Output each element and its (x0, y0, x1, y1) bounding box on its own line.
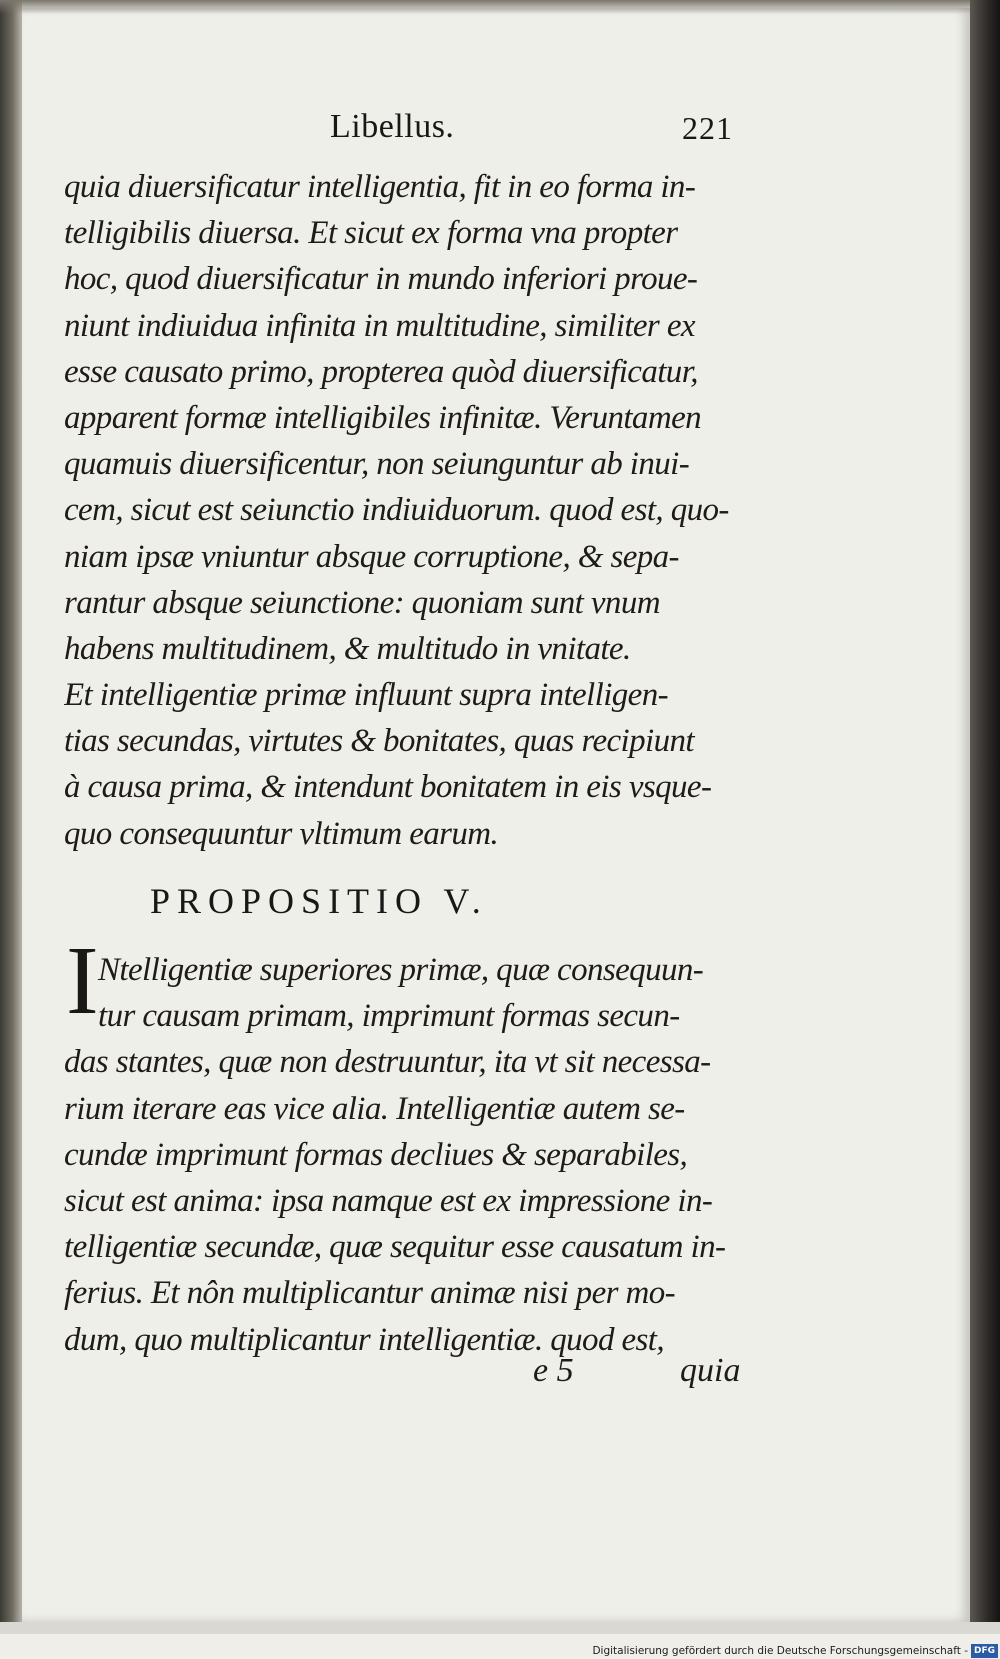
book-spine-edge (0, 0, 22, 1625)
text-line: Ntelligentiæ superiores primæ, quæ consequun- (98, 952, 704, 988)
text-line: cundæ imprimunt formas decliues & separabiles, (64, 1136, 688, 1173)
dfg-logo[interactable]: DFG (971, 1644, 998, 1658)
text-line: telligibilis diuersa. Et sicut ex forma vna propter (64, 215, 678, 252)
text-line: rium iterare eas vice alia. Intelligentiæ autem se- (64, 1090, 685, 1127)
text-line: rantur absque seiunctione: quoniam sunt vnum (64, 584, 660, 621)
text-line: niam ipsæ vniuntur absque corruptione, & sepa- (64, 538, 679, 575)
text-line: Et intelligentiæ primæ influunt supra intelligen- (64, 677, 668, 714)
body-text (64, 164, 744, 857)
text-line: hoc, quod diuersificatur in mundo inferiori proue- (64, 261, 698, 298)
running-head: Libellus. (330, 108, 455, 145)
text-line: dum, quo multiplicantur intelligentiæ. quod est, (64, 1321, 665, 1358)
section-heading: PROPOSITIO V. (150, 881, 488, 921)
footer-text: Digitalisierung gefördert durch die Deutsche Forschungsgemeinschaft - (592, 1645, 968, 1657)
text-line: à causa prima, & intendunt bonitatem in eis vsque- (64, 769, 712, 806)
page-number: 221 (682, 110, 733, 146)
text-line: tias secundas, virtutes & bonitates, quas recipiunt (64, 723, 694, 760)
signature-mark: e 5 (533, 1352, 574, 1389)
text-line: telligentiæ secundæ, quæ sequitur esse causatum in- (64, 1229, 726, 1266)
digitization-footer (592, 1643, 998, 1659)
catchword: quia (680, 1352, 741, 1389)
text-line: niunt indiuidua infinita in multitudine, similiter ex (64, 307, 695, 344)
section-text (64, 947, 744, 1363)
text-line: apparent formæ intelligibiles infinitæ. Veruntamen (64, 399, 702, 436)
page-bottom-band (0, 1622, 1000, 1634)
page-right-gutter (970, 0, 1000, 1625)
text-line: das stantes, quæ non destruuntur, ita vt sit necessa- (64, 1044, 711, 1081)
text-line: esse causato primo, propterea quòd diuersificatur, (64, 353, 698, 390)
text-line: quo consequuntur vltimum earum. (64, 815, 499, 852)
page-top-shadow (0, 0, 1000, 14)
text-line: habens multitudinem, & multitudo in vnitate. (64, 630, 631, 667)
text-line: quamuis diuersificentur, non seiunguntur ab inui- (64, 446, 690, 483)
text-line: quia diuersificatur intelligentia, fit in eo forma in- (64, 169, 696, 205)
text-line: sicut est anima: ipsa namque est ex impressione in- (64, 1182, 713, 1219)
text-line: tur causam primam, imprimunt formas secun- (98, 998, 680, 1035)
drop-initial: I (66, 927, 99, 1035)
text-line: ferius. Et nôn multiplicantur animæ nisi per mo- (64, 1275, 676, 1312)
text-line: cem, sicut est seiunctio indiuiduorum. quod est, quo- (64, 492, 729, 529)
